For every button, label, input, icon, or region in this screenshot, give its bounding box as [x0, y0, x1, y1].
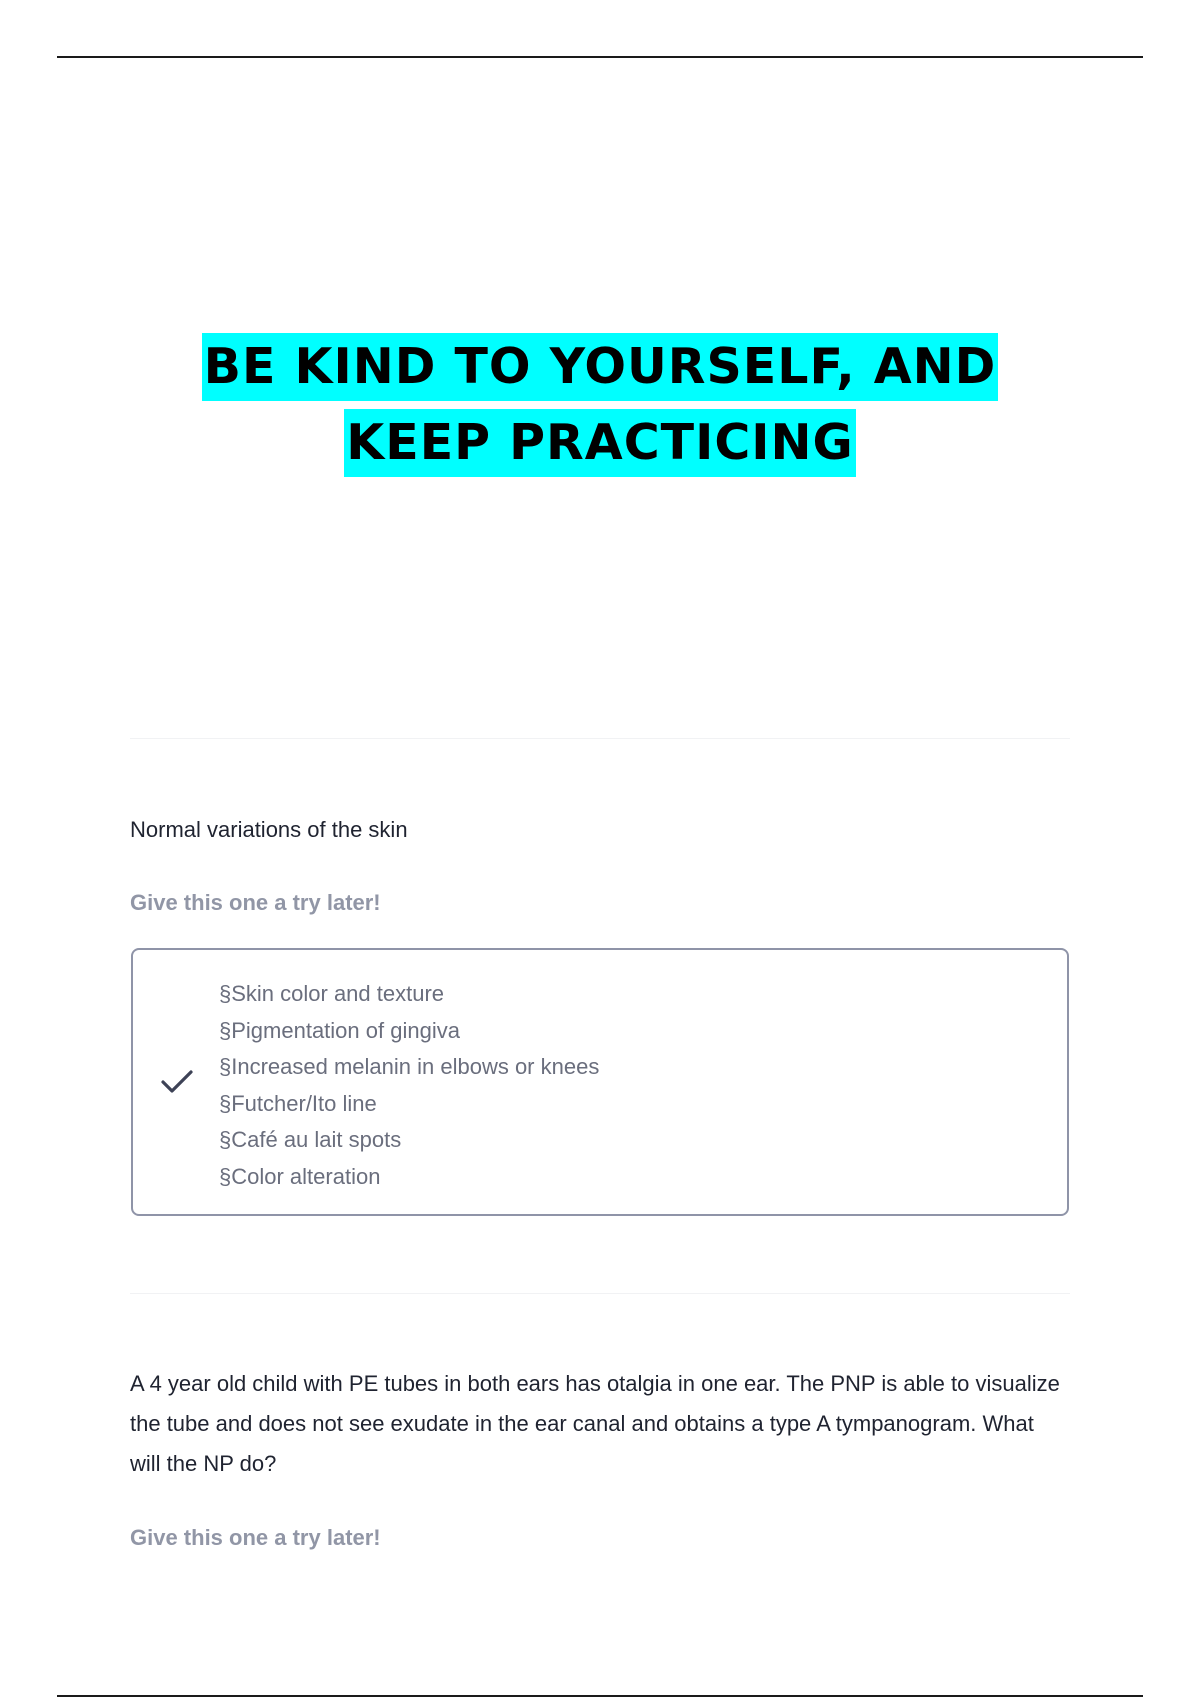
card-separator	[130, 738, 1070, 739]
answer-item: §Futcher/Ito line	[219, 1090, 377, 1116]
card-separator	[130, 1293, 1070, 1294]
motivational-banner	[0, 333, 1200, 477]
top-rule	[57, 56, 1143, 58]
answer-list	[219, 976, 599, 1195]
bottom-rule	[57, 1695, 1143, 1697]
try-later-link[interactable]: Give this one a try later!	[130, 890, 381, 915]
question-text: Normal variations of the skin	[130, 817, 408, 842]
check-icon	[157, 1062, 197, 1102]
question-text: A 4 year old child with PE tubes in both ears has otalgia in one ear. The PNP is able to visualize the tube and does not see exudate in the ear canal and obtains a type A tympanogram. What will the NP do?	[130, 1371, 1060, 1476]
answer-item: §Increased melanin in elbows or knees	[219, 1054, 600, 1079]
answer-item: §Café au lait spots	[219, 1127, 402, 1152]
banner-line-1: BE KIND TO YOURSELF, AND	[202, 333, 999, 401]
answer-box[interactable]	[131, 948, 1069, 1216]
answer-item: §Skin color and texture	[219, 981, 445, 1006]
answer-item: §Pigmentation of gingiva	[219, 1017, 460, 1043]
banner-line-2: KEEP PRACTICING	[344, 409, 856, 477]
try-later-link[interactable]: Give this one a try later!	[130, 1525, 381, 1550]
answer-item: §Color alteration	[219, 1163, 381, 1189]
